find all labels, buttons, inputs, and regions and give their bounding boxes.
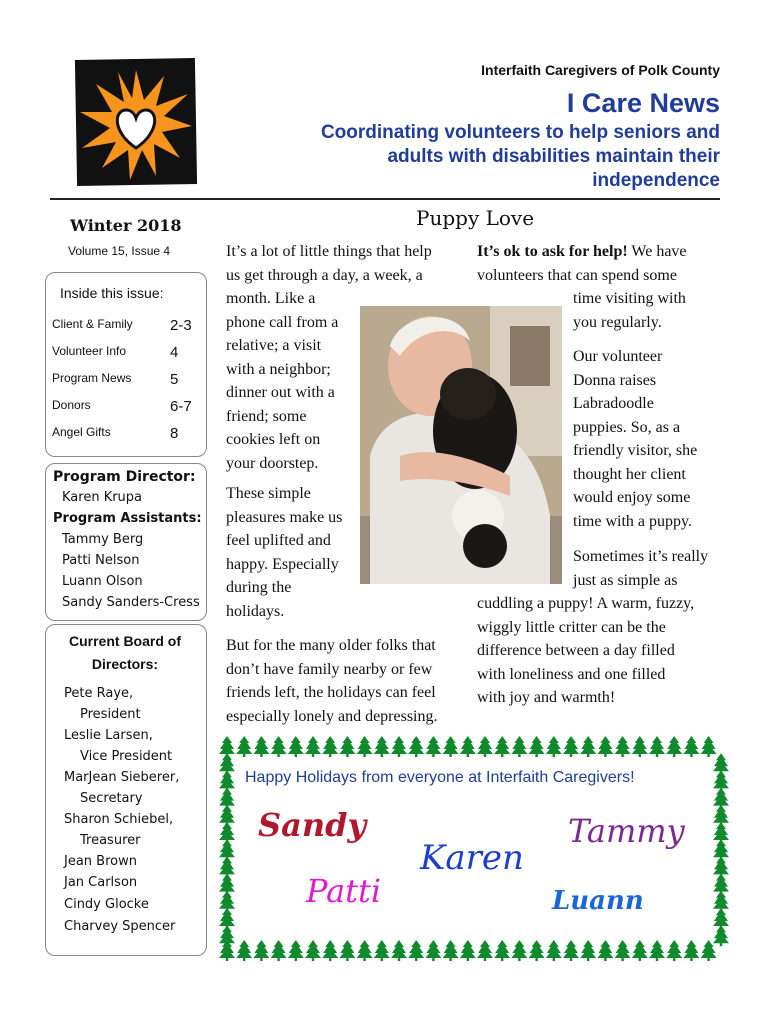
christmas-tree-icon [580, 736, 596, 757]
toc-page: 2-3 [170, 317, 192, 334]
christmas-tree-icon [666, 940, 682, 961]
christmas-tree-icon [219, 925, 235, 946]
christmas-tree-icon [683, 940, 699, 961]
christmas-tree-icon [597, 736, 613, 757]
toc-label: Volunteer Info [52, 344, 127, 358]
signature-karen: Karen [420, 838, 524, 878]
board-heading-line: Directors: [91, 656, 159, 672]
toc-row [52, 398, 200, 418]
board-member: MarJean Sieberer, [64, 770, 180, 785]
article-paragraph [226, 482, 342, 623]
article-paragraph [477, 545, 727, 710]
newsletter-title: I Care News [566, 88, 720, 118]
christmas-tree-icon [649, 736, 665, 757]
text-line: Donna raises [573, 371, 657, 389]
christmas-tree-icon [408, 736, 424, 757]
text-fragment: We have [627, 243, 687, 260]
christmas-tree-icon [580, 940, 596, 961]
board-member: Charvey Spencer [64, 919, 176, 934]
christmas-tree-icon [460, 736, 476, 757]
christmas-tree-icon [339, 940, 355, 961]
christmas-tree-icon [322, 736, 338, 757]
text-line: you regularly. [573, 313, 662, 331]
assistants-label: Program Assistants: [53, 511, 202, 526]
holiday-message: Happy Holidays from everyone at Interfaith Caregivers! [245, 769, 635, 786]
christmas-tree-icon [477, 736, 493, 757]
toc-page: 4 [170, 344, 179, 361]
christmas-tree-icon [546, 940, 562, 961]
text-line: us get through a day, a week, a [226, 266, 423, 284]
christmas-tree-icon [649, 940, 665, 961]
text-line: just as simple as [573, 571, 678, 589]
text-line: with a neighbor; [226, 360, 331, 378]
toc-label: Angel Gifts [52, 425, 111, 439]
text-line: These simple [226, 485, 311, 502]
board-member: Sharon Schiebel, [64, 812, 174, 827]
christmas-tree-icon [511, 940, 527, 961]
toc-row [52, 371, 200, 391]
inside-heading: Inside this issue: [60, 285, 164, 301]
header-divider [50, 198, 720, 200]
board-role: President [80, 707, 141, 722]
christmas-tree-icon [443, 940, 459, 961]
christmas-tree-icon [494, 736, 510, 757]
text-line: friend; some [226, 407, 307, 425]
director-name: Karen Krupa [62, 490, 143, 505]
christmas-tree-icon [374, 736, 390, 757]
text-line: dinner out with a [226, 384, 335, 401]
text-line: thought her client [573, 465, 686, 483]
article-paragraph [226, 634, 438, 728]
text-line: difference between a day filled [477, 642, 675, 659]
christmas-tree-icon [253, 940, 269, 961]
text-line: during the [226, 579, 292, 596]
board-member: Jean Brown [64, 854, 137, 869]
text-line: It’s a lot of little things that help [226, 243, 432, 260]
text-line: Sometimes it’s really [573, 548, 709, 565]
christmas-tree-icon [253, 736, 269, 757]
signature-patti: Patti [306, 872, 382, 910]
text-line: don’t have family nearby or few [226, 660, 433, 678]
board-role: Secretary [80, 791, 143, 806]
christmas-tree-icon [597, 940, 613, 961]
tagline: Coordinating volunteers to help seniors and adults with disabilities maintain their independence [320, 122, 720, 191]
text-line: time visiting with [573, 290, 686, 307]
signature-sandy: Sandy [258, 806, 367, 844]
board-member: Jan Carlson [64, 875, 138, 890]
signature-luann: Luann [552, 886, 644, 916]
christmas-tree-icon [236, 736, 252, 757]
text-line: relative; a visit [226, 337, 322, 354]
text-line: cookies left on [226, 431, 321, 448]
text-line: Labradoodle [573, 395, 654, 412]
board-role: Treasurer [80, 833, 141, 848]
toc-page: 6-7 [170, 398, 192, 415]
christmas-tree-icon [391, 940, 407, 961]
toc-row [52, 317, 200, 337]
christmas-tree-icon [339, 736, 355, 757]
signature-tammy: Tammy [568, 812, 685, 850]
board-member: Pete Raye, [64, 686, 134, 701]
assistant-name: Tammy Berg [62, 532, 144, 547]
director-label: Program Director: [53, 469, 196, 485]
text-line: your doorstep. [226, 454, 319, 472]
toc-label: Client & Family [52, 317, 133, 331]
christmas-tree-icon [494, 940, 510, 961]
text-line: But for the many older folks that [226, 637, 436, 654]
board-heading [50, 630, 200, 676]
puppy-hug-photo [360, 306, 562, 584]
board-member: Leslie Larsen, [64, 728, 153, 743]
callout-text: It’s ok to ask for help! [477, 243, 628, 260]
toc-label: Donors [52, 398, 91, 412]
text-line: pleasures make us [226, 508, 343, 526]
article-paragraph [477, 240, 727, 334]
christmas-tree-icon [425, 940, 441, 961]
christmas-tree-icon [529, 940, 545, 961]
christmas-tree-icon [391, 736, 407, 757]
text-line: friendly visitor, she [573, 442, 698, 459]
christmas-tree-icon [374, 940, 390, 961]
board-member: Cindy Glocke [64, 897, 149, 912]
assistant-name: Sandy Sanders-Cress [62, 595, 200, 610]
board-role: Vice President [80, 749, 173, 764]
issue-volume: Volume 15, Issue 4 [68, 244, 171, 258]
text-line: cuddling a puppy! A warm, fuzzy, [477, 595, 695, 612]
toc-label: Program News [52, 371, 132, 385]
christmas-tree-icon [632, 736, 648, 757]
christmas-tree-icon [615, 736, 631, 757]
christmas-tree-icon [408, 940, 424, 961]
text-line: with loneliness and one filled [477, 665, 666, 683]
article-paragraph [573, 345, 697, 533]
text-line: especially lonely and depressing. [226, 707, 438, 725]
text-line: month. Like a [226, 290, 316, 307]
sunburst-heart-logo [72, 56, 200, 188]
christmas-tree-icon [563, 940, 579, 961]
christmas-tree-icon [683, 736, 699, 757]
christmas-tree-icon [425, 736, 441, 757]
christmas-tree-icon [666, 736, 682, 757]
toc-row [52, 344, 200, 364]
text-line: volunteers that can spend some [477, 266, 677, 284]
text-line: holidays. [226, 602, 285, 620]
christmas-tree-icon [546, 736, 562, 757]
toc-page: 5 [170, 371, 179, 388]
text-line: happy. Especially [226, 555, 339, 573]
christmas-tree-icon [460, 940, 476, 961]
text-line [477, 240, 727, 264]
text-line: with joy and warmth! [477, 689, 616, 706]
christmas-tree-icon [357, 940, 373, 961]
christmas-tree-icon [322, 940, 338, 961]
christmas-tree-icon [632, 940, 648, 961]
christmas-tree-icon [713, 925, 729, 946]
text-line: time with a puppy. [573, 512, 692, 530]
christmas-tree-icon [701, 736, 717, 757]
text-line: would enjoy some [573, 489, 691, 506]
christmas-tree-icon [305, 736, 321, 757]
christmas-tree-icon [271, 736, 287, 757]
christmas-tree-icon [443, 736, 459, 757]
christmas-tree-icon [529, 736, 545, 757]
christmas-tree-icon [615, 940, 631, 961]
article-title: Puppy Love [416, 206, 535, 230]
christmas-tree-icon [288, 736, 304, 757]
christmas-tree-icon [511, 736, 527, 757]
organization-name: Interfaith Caregivers of Polk County [481, 62, 720, 78]
assistant-name: Patti Nelson [62, 553, 140, 568]
text-line: phone call from a [226, 313, 339, 331]
text-line: feel uplifted and [226, 532, 331, 549]
text-line: friends left, the holidays can feel [226, 684, 436, 701]
text-line: wiggly little critter can be the [477, 618, 666, 636]
christmas-tree-icon [563, 736, 579, 757]
christmas-tree-icon [477, 940, 493, 961]
text-line: Our volunteer [573, 348, 663, 365]
christmas-tree-icon [288, 940, 304, 961]
board-heading-line: Current Board of [69, 633, 181, 649]
christmas-tree-icon [305, 940, 321, 961]
issue-season: Winter 2018 [70, 216, 182, 235]
christmas-tree-icon [236, 940, 252, 961]
christmas-tree-icon [271, 940, 287, 961]
text-line: puppies. So, as a [573, 418, 681, 436]
toc-page: 8 [170, 425, 179, 442]
assistant-name: Luann Olson [62, 574, 143, 589]
christmas-tree-icon [357, 736, 373, 757]
toc-row [52, 425, 200, 445]
